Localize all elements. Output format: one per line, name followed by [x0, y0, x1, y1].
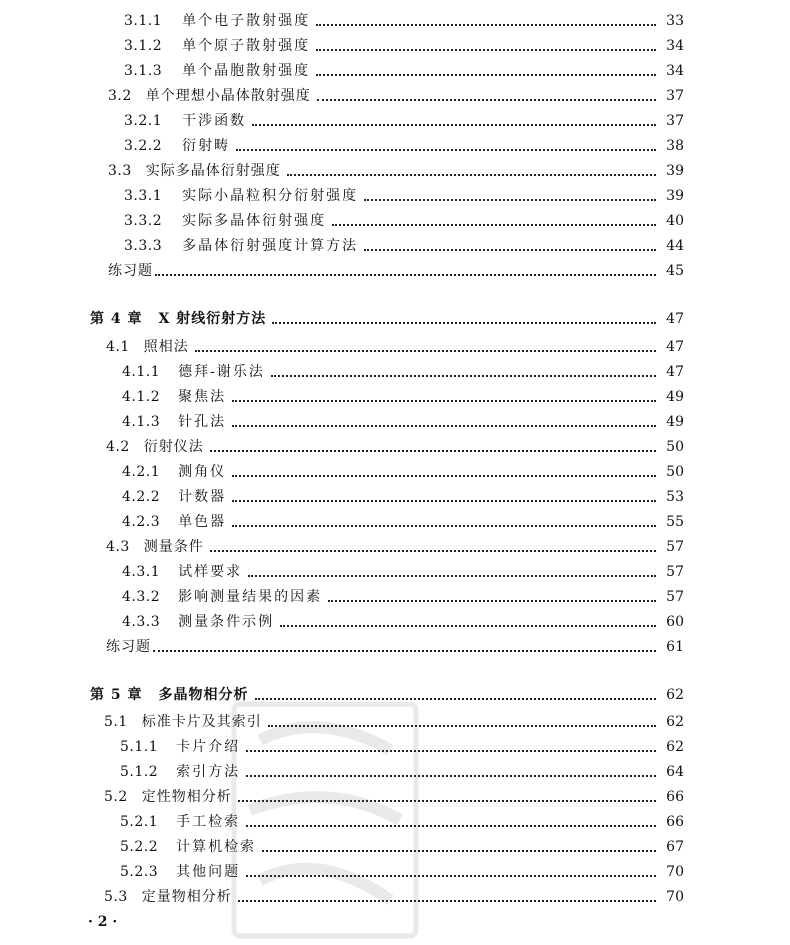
entry-title: 定量物相分析 [141, 889, 232, 905]
toc-entry [120, 734, 684, 756]
toc-entry [122, 384, 684, 406]
leader-dots [232, 498, 656, 502]
entry-title: 单个理想小晶体散射强度 [145, 88, 311, 104]
entry-number: 4.2.3 [122, 514, 161, 530]
entry-page: 50 [666, 464, 684, 480]
toc-entry [106, 634, 684, 656]
leader-dots [268, 723, 656, 727]
entry-page: 53 [666, 489, 684, 505]
entry-title: 测量条件示例 [178, 614, 275, 630]
entry-title: 衍射畴 [182, 138, 231, 154]
entry-number: 3.3.1 [124, 188, 163, 204]
leader-dots [316, 47, 656, 51]
leader-dots [232, 398, 656, 402]
entry-title: 练习题 [106, 639, 151, 655]
chapter-title: 多晶物相分析 [158, 687, 249, 703]
entry-number: 3.2 [108, 88, 132, 104]
entry-number: 4.3.3 [122, 614, 161, 630]
entry-title: 多晶体衍射强度计算方法 [182, 238, 359, 254]
entry-number: 5.1 [104, 714, 128, 730]
entry-title: 照相法 [143, 339, 189, 355]
entry-page: 70 [666, 864, 684, 880]
toc-entry [124, 58, 684, 80]
toc-entry [120, 759, 684, 781]
toc-entry [106, 534, 684, 556]
leader-dots [246, 823, 656, 827]
toc-entry [124, 208, 684, 230]
entry-title: 索引方法 [176, 764, 241, 780]
toc-entry [122, 559, 684, 581]
leader-dots [332, 222, 656, 226]
entry-page: 64 [666, 764, 684, 780]
entry-number: 4.1 [106, 339, 130, 355]
entry-page: 37 [666, 113, 684, 129]
toc-entry [108, 83, 684, 105]
leader-dots [195, 348, 656, 352]
entry-page: 55 [666, 514, 684, 530]
entry-title: 影响测量结果的因素 [178, 589, 323, 605]
toc-chapter [90, 306, 684, 328]
entry-page: 50 [666, 439, 684, 455]
entry-number: 4.1.3 [122, 414, 161, 430]
toc-entry [106, 434, 684, 456]
leader-dots [238, 798, 656, 802]
toc-entry [122, 459, 684, 481]
entry-title: 卡片介绍 [176, 739, 241, 755]
entry-page: 67 [666, 839, 684, 855]
entry-page: 61 [666, 639, 684, 655]
entry-title: 单个原子散射强度 [182, 38, 311, 54]
entry-title: 单个电子散射强度 [182, 13, 311, 29]
chapter-page: 62 [666, 687, 684, 703]
entry-number: 3.3.3 [124, 238, 163, 254]
entry-number: 4.2.1 [122, 464, 161, 480]
leader-dots [364, 197, 656, 201]
leader-dots [272, 320, 656, 324]
leader-dots [271, 373, 656, 377]
entry-title: 衍射仪法 [143, 439, 204, 455]
entry-number: 4.1.1 [122, 364, 161, 380]
leader-dots [316, 72, 656, 76]
entry-number: 4.3 [106, 539, 130, 555]
entry-page: 66 [666, 789, 684, 805]
leader-dots [155, 272, 656, 276]
entry-number: 4.2.2 [122, 489, 161, 505]
entry-page: 49 [666, 389, 684, 405]
toc-entry [122, 359, 684, 381]
entry-title: 实际多晶体衍射强度 [145, 163, 281, 179]
entry-number: 3.3.2 [124, 213, 163, 229]
entry-page: 62 [666, 739, 684, 755]
entry-page: 40 [666, 213, 684, 229]
entry-title: 针孔法 [178, 414, 227, 430]
leader-dots [236, 147, 656, 151]
page-number: · 2 · [88, 914, 118, 930]
entry-number: 3.1.1 [124, 13, 163, 29]
entry-title: 单个晶胞散射强度 [182, 63, 311, 79]
toc-entry [124, 33, 684, 55]
entry-page: 34 [666, 63, 684, 79]
entry-title: 实际小晶粒积分衍射强度 [182, 188, 359, 204]
entry-title: 练习题 [108, 263, 153, 279]
leader-dots [232, 523, 656, 527]
entry-title: 测量条件 [143, 539, 204, 555]
entry-title: 定性物相分析 [141, 789, 232, 805]
entry-number: 5.2.2 [120, 839, 159, 855]
toc-entry [108, 158, 684, 180]
entry-number: 4.1.2 [122, 389, 161, 405]
entry-number: 3.2.1 [124, 113, 163, 129]
leader-dots [316, 22, 656, 26]
toc-entry [108, 258, 684, 280]
leader-dots [210, 448, 656, 452]
leader-dots [153, 648, 656, 652]
entry-page: 39 [666, 188, 684, 204]
entry-title: 其他问题 [176, 864, 241, 880]
leader-dots [232, 423, 656, 427]
entry-page: 49 [666, 414, 684, 430]
entry-page: 62 [666, 714, 684, 730]
entry-number: 5.1.1 [120, 739, 159, 755]
toc-entry [122, 409, 684, 431]
toc-entry [120, 834, 684, 856]
toc-entry [122, 484, 684, 506]
entry-title: 德拜-谢乐法 [178, 364, 265, 380]
leader-dots [246, 873, 656, 877]
entry-number: 4.3.2 [122, 589, 161, 605]
entry-page: 37 [666, 88, 684, 104]
entry-page: 44 [666, 238, 684, 254]
entry-title: 计算机检索 [176, 839, 257, 855]
entry-page: 38 [666, 138, 684, 154]
entry-title: 测角仪 [178, 464, 227, 480]
leader-dots [262, 848, 656, 852]
entry-number: 3.1.3 [124, 63, 163, 79]
entry-page: 33 [666, 13, 684, 29]
entry-page: 39 [666, 163, 684, 179]
entry-page: 57 [666, 564, 684, 580]
toc-entry [106, 334, 684, 356]
entry-title: 聚焦法 [178, 389, 227, 405]
entry-page: 57 [666, 589, 684, 605]
toc-entry [124, 233, 684, 255]
entry-title: 实际多晶体衍射强度 [182, 213, 327, 229]
toc-entry [124, 183, 684, 205]
chapter-number: 第 5 章 [90, 687, 143, 703]
entry-number: 3.3 [108, 163, 132, 179]
chapter-number: 第 4 章 [90, 311, 143, 327]
entry-page: 66 [666, 814, 684, 830]
leader-dots [328, 598, 656, 602]
entry-page: 60 [666, 614, 684, 630]
leader-dots [255, 696, 657, 700]
toc-entry [104, 884, 684, 906]
toc-entry [122, 584, 684, 606]
entry-page: 57 [666, 539, 684, 555]
entry-number: 4.3.1 [122, 564, 161, 580]
toc-chapter [90, 682, 684, 704]
leader-dots [238, 898, 656, 902]
entry-page: 45 [666, 263, 684, 279]
leader-dots [364, 247, 656, 251]
leader-dots [280, 623, 656, 627]
toc-entry [120, 859, 684, 881]
leader-dots [246, 748, 656, 752]
leader-dots [287, 172, 656, 176]
chapter-page: 47 [666, 311, 684, 327]
toc-entry [124, 8, 684, 30]
toc-entry [104, 709, 684, 731]
entry-number: 4.2 [106, 439, 130, 455]
entry-page: 47 [666, 339, 684, 355]
entry-title: 手工检索 [176, 814, 241, 830]
leader-dots [248, 573, 656, 577]
entry-title: 标准卡片及其索引 [141, 714, 262, 730]
entry-page: 34 [666, 38, 684, 54]
entry-title: 单色器 [178, 514, 227, 530]
entry-number: 5.3 [104, 889, 128, 905]
entry-title: 试样要求 [178, 564, 243, 580]
chapter-title: X 射线衍射方法 [158, 311, 267, 327]
entry-number: 5.2.1 [120, 814, 159, 830]
entry-number: 5.1.2 [120, 764, 159, 780]
entry-page: 47 [666, 364, 684, 380]
entry-number: 5.2.3 [120, 864, 159, 880]
entry-number: 3.2.2 [124, 138, 163, 154]
entry-number: 3.1.2 [124, 38, 163, 54]
toc-entry [124, 133, 684, 155]
entry-page: 70 [666, 889, 684, 905]
toc-entry [120, 809, 684, 831]
leader-dots [252, 122, 656, 126]
entry-title: 干涉函数 [182, 113, 247, 129]
leader-dots [210, 548, 656, 552]
leader-dots [246, 773, 656, 777]
toc-entry [122, 509, 684, 531]
entry-title: 计数器 [178, 489, 227, 505]
toc-entry [122, 609, 684, 631]
leader-dots [317, 97, 656, 101]
leader-dots [232, 473, 656, 477]
toc-entry [124, 108, 684, 130]
toc-entry [104, 784, 684, 806]
entry-number: 5.2 [104, 789, 128, 805]
